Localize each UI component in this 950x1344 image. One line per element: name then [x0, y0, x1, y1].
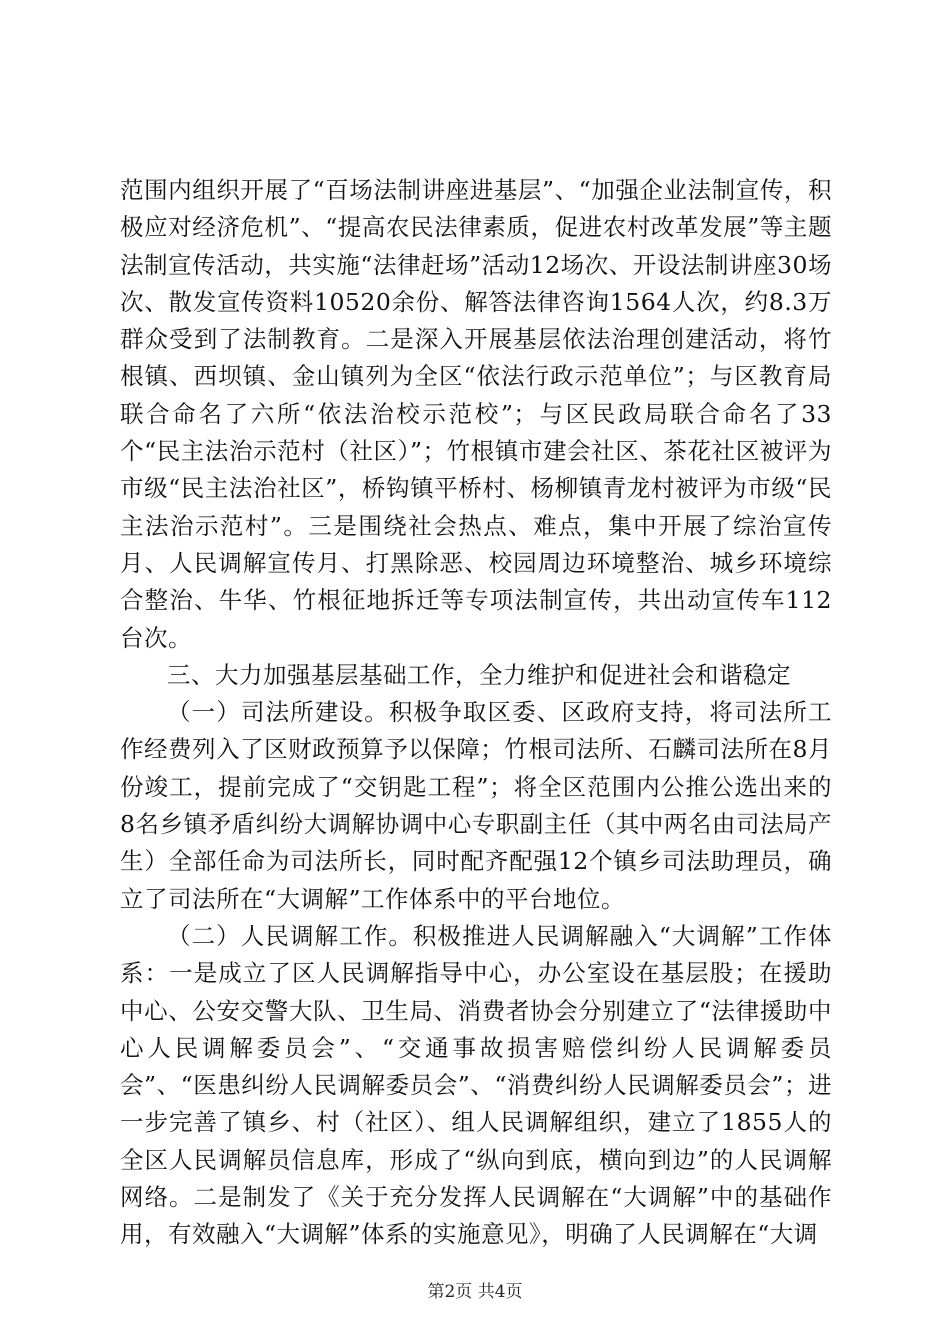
page-footer [0, 1281, 950, 1303]
paragraph-mediation-work: （二）人民调解工作。积极推进人民调解融入“大调解”工作体系：一是成立了区人民调解指导中心，办公室设在基层股；在援助中心、公安交警大队、卫生局、消费者协会分别建立了“法律援助中心人民调解委员会”、“交通事故损害赔偿纠纷人民调解委员会”、“医患纠纷人民调解委员会”、“消费纠纷人民调解委员会”；进一步完善了镇乡、村（社区）、组人民调解组织，建立了1855人的全区人民调解员信息库，形成了“纵向到底，横向到边”的人民调解网络。二是制发了《关于充分发挥人民调解在“大调解”中的基础作用，有效融入“大调解”体系的实施意见》，明确了人民调解在“大调 [120, 921, 832, 1249]
document-body [120, 172, 832, 1254]
paragraph-continuation: 范围内组织开展了“百场法制讲座进基层”、“加强企业法制宣传，积极应对经济危机”、“提高农民法律素质，促进农村改革发展”等主题法制宣传活动，共实施“法律赶场”活动12场次、开设法制讲座30场次、散发宣传资料10520余份、解答法律咨询1564人次，约8.3万群众受到了法制教育。二是深入开展基层依法治理创建活动，将竹根镇、西坝镇、金山镇列为全区“依法行政示范单位”；与区教育局联合命名了六所“依法治校示范校”；与区民政局联合命名了33个“民主法治示范村（社区）”；竹根镇市建会社区、茶花社区被评为市级“民主法治社区”，桥钩镇平桥村、杨柳镇青龙村被评为市级“民主法治示范村”。三是围绕社会热点、难点，集中开展了综治宣传月、人民调解宣传月、打黑除恶、校园周边环境整治、城乡环境综合整治、牛华、竹根征地拆迁等专项法制宣传，共出动宣传车112台次。 [120, 176, 832, 652]
section-heading-3: 三、大力加强基层基础工作，全力维护和促进社会和谐稳定 [167, 660, 791, 689]
page-number-label: 第2页 共4页 [427, 1282, 523, 1302]
paragraph-judicial-office: （一）司法所建设。积极争取区委、区政府支持，将司法所工作经费列入了区财政预算予以保障；竹根司法所、石麟司法所在8月份竣工，提前完成了“交钥匙工程”；将全区范围内公推公选出来的8名乡镇矛盾纠纷大调解协调中心专职副主任（其中两名由司法局产生）全部任命为司法所长，同时配齐配强12个镇乡司法助理员，确立了司法所在“大调解”工作体系中的平台地位。 [120, 698, 832, 913]
